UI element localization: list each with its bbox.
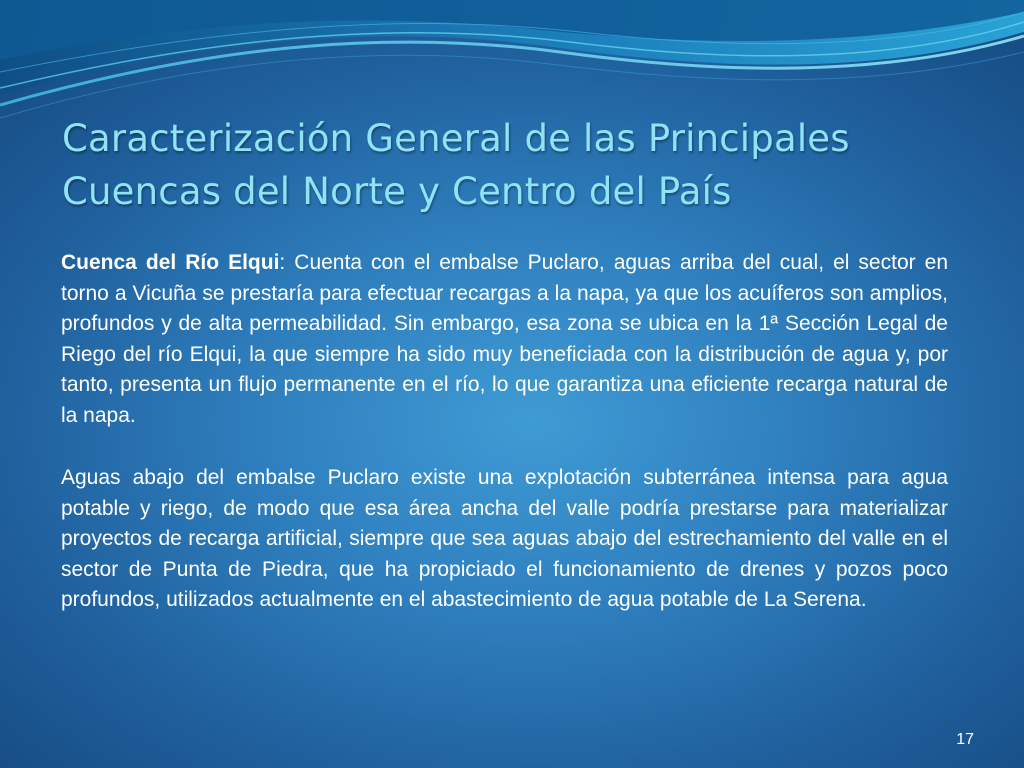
page-number: 17 — [956, 731, 974, 748]
paragraph-text: : Cuenta con el embalse Puclaro, aguas arriba del cual, el sector en torno a Vicuña se prestaría para efectuar recargas a la napa, ya que los acuíferos son amplios, profundos y de alta permeabilidad. Sin embargo, esa zona se ubica en la 1ª Sección Legal de Riego del río Elqui, la que siempre ha sido muy beneficiada con la distribución de agua y, por tanto, presenta un flujo permanente en el río, lo que garantiza una eficiente recarga natural de la napa. — [61, 251, 948, 427]
paragraph-aguas-abajo: Aguas abajo del embalse Puclaro existe una explotación subterránea intensa para agua potable y riego, de modo que esa área ancha del valle podría prestarse para materializar proyectos de recarga artificial, siempre que sea aguas abajo del estrechamiento del valle en el sector de Punta de Piedra, que ha propiciado el funcionamiento de drenes y pozos poco profundos, utilizados actualmente en el abastecimiento de agua potable de La Serena. — [61, 466, 948, 611]
paragraph-rio-elqui — [61, 248, 948, 431]
slide-title-line-1: Caracterización General de las Principales — [62, 117, 850, 160]
slide-title-line-2: Cuencas del Norte y Centro del País — [62, 170, 732, 213]
wave-decoration — [0, 0, 1024, 130]
slide-title — [62, 112, 962, 218]
slide-body — [61, 248, 948, 616]
paragraph-lead: Cuenca del Río Elqui — [61, 251, 280, 274]
